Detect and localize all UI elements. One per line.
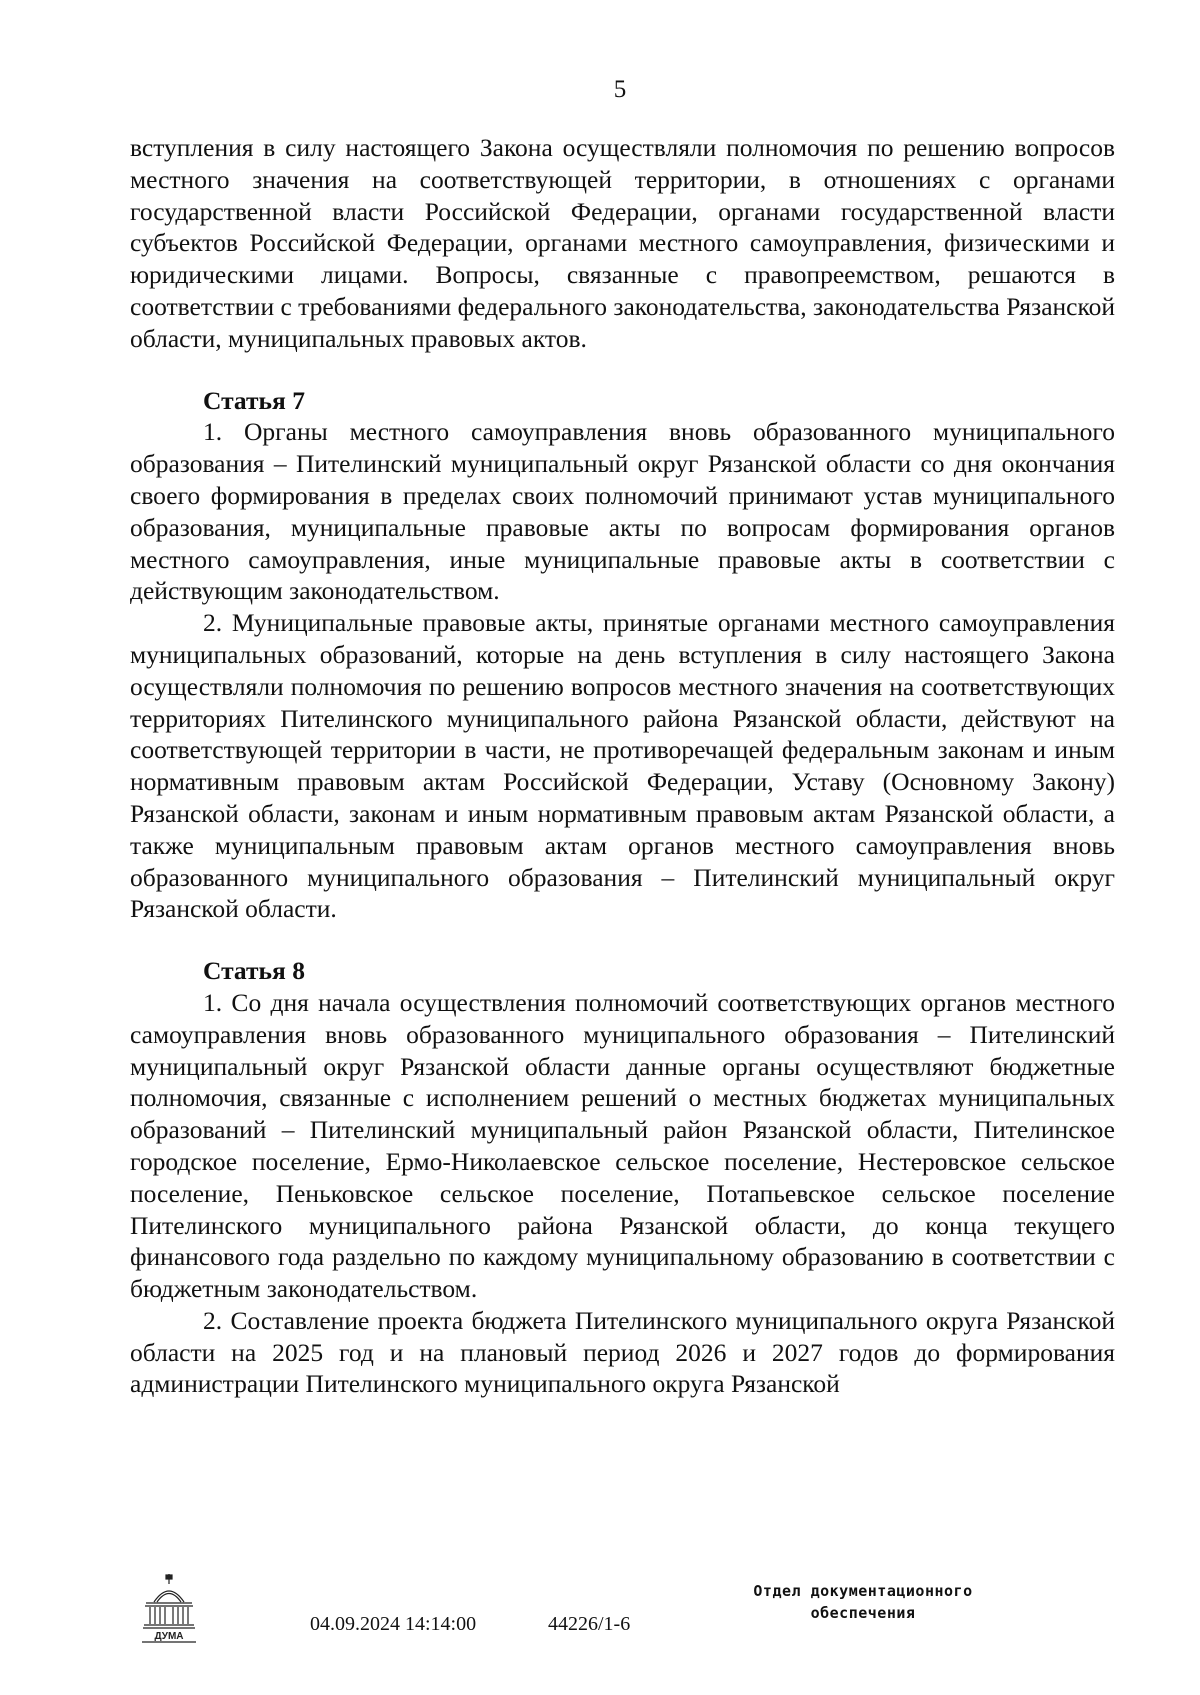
article-8-heading: Статья 8 [203,956,305,986]
department-stamp [718,1580,1008,1624]
page-number: 5 [613,76,627,103]
footer-date-time: 04.09.2024 14:14:00 [310,1613,477,1635]
article-8-paragraph-1: 1. Со дня начала осуществления полномочий соответствующих органов местного самоуправления вновь образованного муниципального образования – Пителинский муниципальный округ Рязанской области данные органы осуществляют бюджетные полномочия, связанные с исполнением решений о местных бюджетах муниципальных образований – Пителинский муниципальный район Рязанской области, Пителинское городское поселение, Ермо-Николаевское сельское поселение, Нестеровское сельское поселение, Пеньковское сельское поселение, Потапьевское сельское поселение Пителинского муниципального района Рязанской области, до конца текущего финансового года раздельно по каждому муниципальному образованию в соответствии с бюджетным законодательством. [130,987,1115,1304]
document-body [130,132,1115,1400]
article-7-paragraph-1: 1. Органы местного самоуправления вновь образованного муниципального образования – Пителинский муниципальный округ Рязанской области со дня окончания своего формирования в пределах своих полномочий принимают устав муниципального образования, муниципальные правовые акты по вопросам формирования органов местного самоуправления, иные муниципальные правовые акты в соответствии с действующим законодательством. [130,417,1115,606]
footer-registration-number: 44226/1-6 [548,1613,631,1635]
article-7-heading: Статья 7 [203,385,305,415]
article-8-paragraph-2: 2. Составление проекта бюджета Пителинского муниципального округа Рязанской области на 2025 год и на плановый период 2026 и 2027 годов до формирования администрации Пителинского муниципального округа Рязанской [130,1305,1115,1399]
duma-logo-text: ДУМА [154,1631,184,1642]
continuation-paragraph: вступления в силу настоящего Закона осуществляли полномочия по решению вопросов местного значения на соответствующей территории, в отношениях с органами государственной власти Российской Федерации, органами государственной власти субъектов Российской Федерации, органами местного самоуправления, физическими и юридическими лицами. Вопросы, связанные с правопреемством, решаются в соответствии с требованиями федерального законодательства, законодательства Рязанской области, муниципальных правовых актов. [130,133,1115,353]
stamp-line-1: Отдел документационного [753,1582,973,1600]
document-footer [0,1560,1200,1660]
duma-building-icon [140,1572,198,1644]
stamp-line-2: обеспечения [810,1604,916,1622]
article-7-paragraph-2: 2. Муниципальные правовые акты, принятые органами местного самоуправления муниципальных образований, которые на день вступления в силу настоящего Закона осуществляли полномочия по решению вопросов местного значения на соответствующих территориях Пителинского муниципального района Рязанской области, действуют на соответствующей территории в части, не противоречащей федеральным законам и иным нормативным правовым актам Российской Федерации, Уставу (Основному Закону) Рязанской области, законам и иным нормативным правовым актам Рязанской области, а также муниципальным правовым актам органов местного самоуправления вновь образованного муниципального образования – Пителинский муниципальный округ Рязанской области. [130,608,1115,924]
